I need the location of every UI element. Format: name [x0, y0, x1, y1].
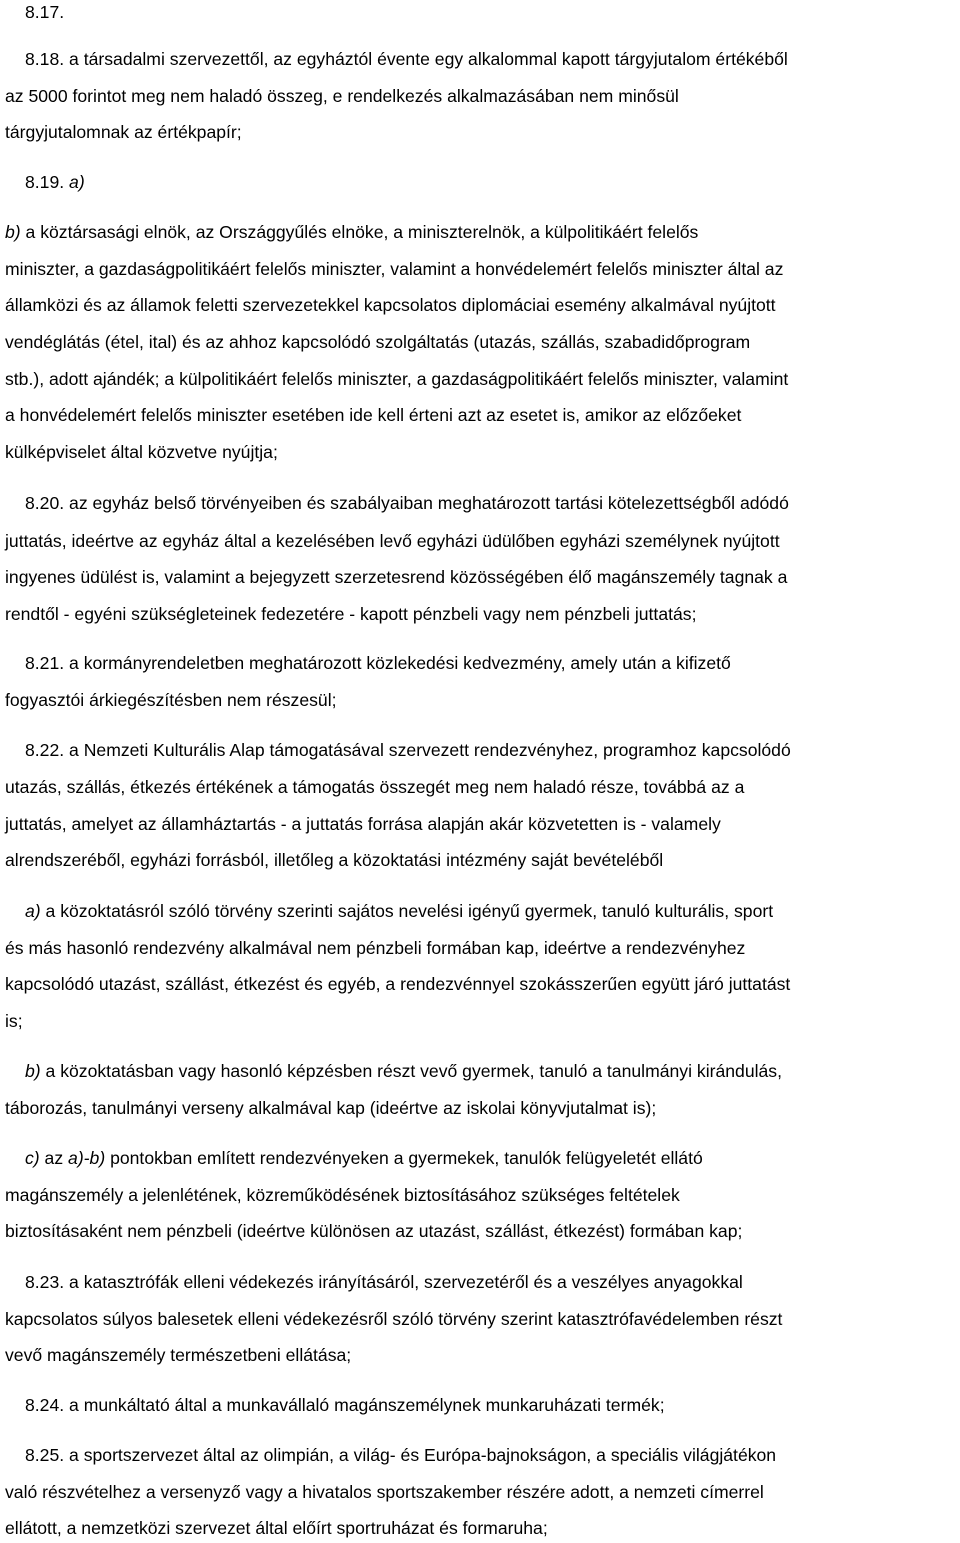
paragraph-text: a katasztrófák elleni védekezés irányításáról, szervezetéről és a veszélyes anyagokkal — [69, 1272, 743, 1292]
paragraph-text: a kormányrendeletben meghatározott közlekedési kedvezmény, amely után a kifizető — [69, 653, 731, 673]
paragraph-text: az — [44, 1148, 64, 1168]
paragraph-8-19-point-b-line: államközi és az államok feletti szervezetekkel kapcsolatos diplomáciai esemény alkalmával nyújtott — [5, 295, 776, 315]
point-label-b: b) — [25, 1061, 41, 1081]
paragraph-text: a Nemzeti Kulturális Alap támogatásával szervezett rendezvényhez, programhoz kapcsolódó — [69, 740, 791, 760]
paragraph-number: 8.24. — [25, 1395, 65, 1415]
paragraph-text: a munkáltató által a munkavállaló magánszemélynek munkaruházati termék; — [69, 1395, 665, 1415]
paragraph-number: 8.25. — [25, 1445, 65, 1465]
point-label-a: a) — [25, 901, 41, 921]
paragraph-8-18-line: tárgyjutalomnak az értékpapír; — [5, 122, 242, 142]
paragraph-8-22-line: juttatás, amelyet az államháztartás - a juttatás forrása alapján akár közvetetten is - valamely — [5, 814, 721, 834]
paragraph-8-19-point-b-line — [5, 220, 698, 244]
paragraph-8-20-line — [25, 491, 789, 515]
paragraph-text: pontokban említett rendezvényeken a gyermekek, tanulók felügyeletét ellátó — [110, 1148, 703, 1168]
point-label-b: b) — [5, 222, 21, 242]
paragraph-8-21-line — [25, 651, 731, 675]
paragraph-number: 8.21. — [25, 653, 65, 673]
paragraph-8-23-line: vevő magánszemély természetbeni ellátása; — [5, 1345, 352, 1365]
paragraph-number: 8.18. — [25, 49, 65, 69]
paragraph-8-19-line — [25, 170, 85, 194]
paragraph-8-22-point-a-line: is; — [5, 1011, 23, 1031]
point-label-a: a) — [69, 172, 85, 192]
paragraph-8-21-line: fogyasztói árkiegészítésben nem részesül; — [5, 690, 337, 710]
paragraph-8-19-point-b-line: stb.), adott ajándék; a külpolitikáért felelős miniszter, a gazdaságpolitikáért felelős miniszter, valamint — [5, 369, 789, 389]
paragraph-text: a köztársasági elnök, az Országgyűlés elnöke, a miniszterelnök, a külpolitikáért felelős — [25, 222, 699, 242]
paragraph-8-25-line: való részvételhez a versenyző vagy a hivatalos sportszakember részére adott, a nemzeti címerrel — [5, 1482, 764, 1502]
paragraph-8-22-point-c-line: biztosításaként nem pénzbeli (ideértve különösen az utazást, szállást, étkezést) formában kap; — [5, 1221, 743, 1241]
paragraph-text: a közoktatásban vagy hasonló képzésben részt vevő gyermek, tanuló a tanulmányi kirándulás, — [45, 1061, 782, 1081]
paragraph-8-18-line: az 5000 forintot meg nem haladó összeg, e rendelkezés alkalmazásában nem minősül — [5, 86, 679, 106]
paragraph-8-22-line: utazás, szállás, étkezés értékének a támogatás összegét meg nem haladó része, továbbá az a — [5, 777, 745, 797]
paragraph-8-22-point-c-line — [25, 1146, 703, 1170]
paragraph-8-23-line: kapcsolatos súlyos balesetek elleni védekezésről szóló törvény szerint katasztrófavédelemben részt — [5, 1309, 783, 1329]
paragraph-text: az egyház belső törvényeiben és szabályaiban meghatározott tartási kötelezettségből adódó — [69, 493, 789, 513]
paragraph-8-22-point-c-line: magánszemély a jelenlétének, közreműködésének biztosításához szükséges feltételek — [5, 1185, 680, 1205]
paragraph-number: 8.20. — [25, 493, 65, 513]
paragraph-8-22-line: alrendszeréből, egyházi forrásból, illetőleg a közoktatási intézmény saját bevételéből — [5, 850, 664, 870]
paragraph-8-22-point-b-line: táborozás, tanulmányi verseny alkalmával kap (ideértve az iskolai könyvjutalmat is); — [5, 1098, 657, 1118]
paragraph-text: a társadalmi szervezettől, az egyháztól évente egy alkalommal kapott tárgyjutalom értékéből — [69, 49, 788, 69]
paragraph-8-19-point-b-line: külképviselet által közvetve nyújtja; — [5, 442, 278, 462]
paragraph-8-19-point-b-line: a honvédelemért felelős miniszter esetében ide kell érteni azt az esetet is, amikor az előzőeket — [5, 405, 742, 425]
paragraph-8-22-point-a-line — [25, 899, 773, 923]
paragraph-8-19-point-b-line: miniszter, a gazdaságpolitikáért felelős miniszter, valamint a honvédelemért felelős miniszter által az — [5, 259, 784, 279]
paragraph-8-22-point-a-line: kapcsolódó utazást, szállást, étkezést és egyéb, a rendezvénnyel szokásszerűen együtt járó juttatást — [5, 974, 791, 994]
paragraph-number: 8.23. — [25, 1272, 65, 1292]
paragraph-8-23-line — [25, 1270, 743, 1294]
paragraph-8-22-point-a-line: és más hasonló rendezvény alkalmával nem pénzbeli formában kap, ideértve a rendezvényhez — [5, 938, 746, 958]
paragraph-8-24-line — [25, 1393, 665, 1417]
paragraph-8-25-line — [25, 1443, 776, 1467]
paragraph-8-20-line: ingyenes üdülést is, valamint a bejegyzett szerzetesrend közösségében élő magánszemély tagnak a — [5, 567, 788, 587]
paragraph-8-22-line — [25, 738, 791, 762]
paragraph-8-19-point-b-line: vendéglátás (étel, ital) és az ahhoz kapcsolódó szolgáltatás (utazás, szállás, szabadidőprogram — [5, 332, 751, 352]
paragraph-text: a közoktatásról szóló törvény szerinti sajátos nevelési igényű gyermek, tanuló kulturális, sport — [45, 901, 774, 921]
paragraph-8-20-line: juttatás, ideértve az egyház által a kezelésében levő egyházi üdülőben egyházi személynek nyújtott — [5, 531, 780, 551]
paragraph-8-20-line: rendtől - egyéni szükségleteinek fedezetére - kapott pénzbeli vagy nem pénzbeli juttatás; — [5, 604, 697, 624]
point-reference: a)-b) — [68, 1148, 106, 1168]
paragraph-8-18-line — [25, 47, 788, 71]
paragraph-8-25-line: ellátott, a nemzetközi szervezet által előírt sportruházat és formaruha; — [5, 1518, 548, 1538]
paragraph-8-17-number: 8.17. — [25, 2, 65, 22]
paragraph-text: a sportszervezet által az olimpián, a világ- és Európa-bajnokságon, a speciális világjátékon — [69, 1445, 777, 1465]
paragraph-8-22-point-b-line — [25, 1059, 782, 1083]
paragraph-number: 8.22. — [25, 740, 65, 760]
point-label-c: c) — [25, 1148, 40, 1168]
paragraph-number: 8.19. — [25, 172, 65, 192]
